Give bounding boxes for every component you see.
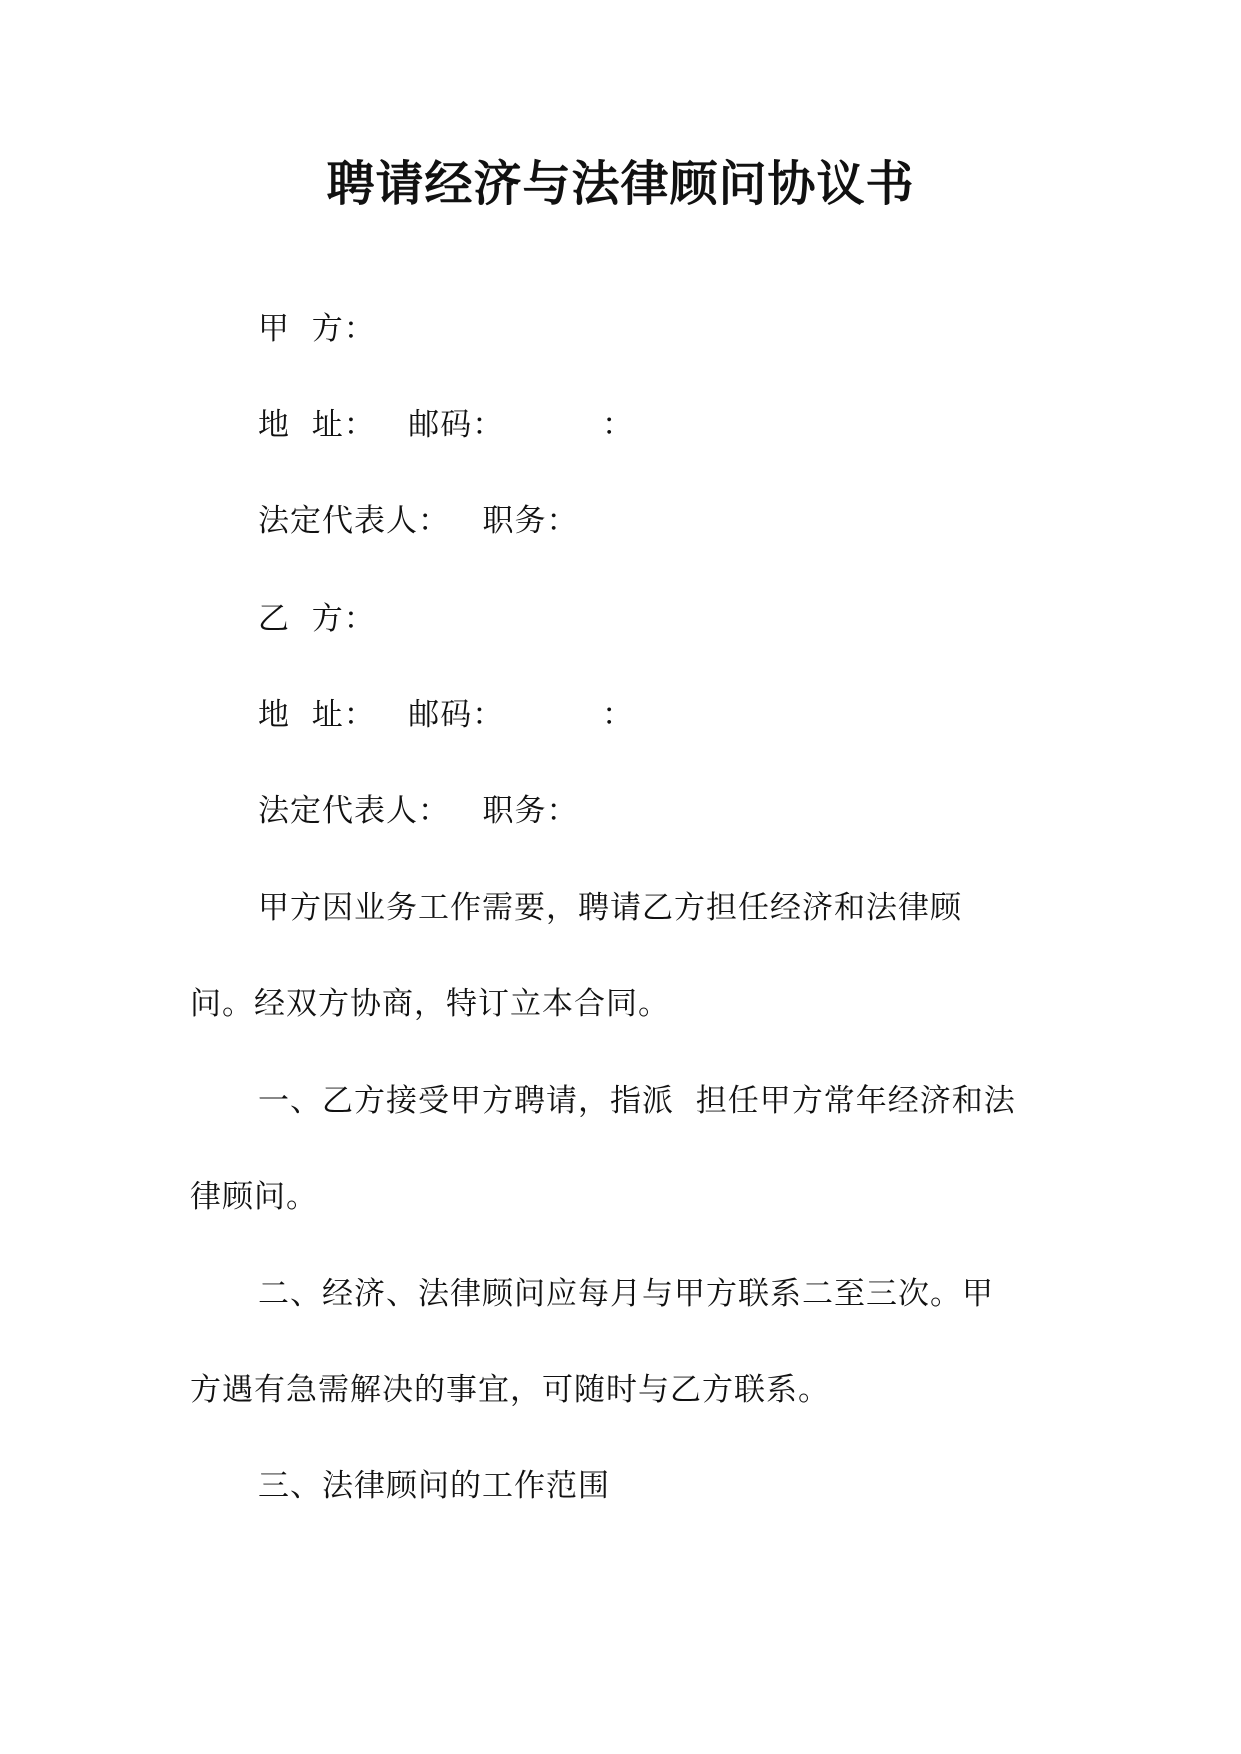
clause-2-line-2: 方遇有急需解决的事宜，可随时与乙方联系。 (190, 1372, 830, 1408)
intro-paragraph-line-2: 问。经双方协商，特订立本合同。 (190, 986, 670, 1022)
intro-paragraph-line-1: 甲方因业务工作需要，聘请乙方担任经济和法律顾 (258, 890, 962, 926)
clause-3-heading: 三、法律顾问的工作范围 (258, 1468, 610, 1504)
clause-2-line-1: 二、经济、法律顾问应每月与甲方联系二至三次。甲 (258, 1276, 994, 1312)
party-a-representative-line: 法定代表人： 职务： (258, 503, 579, 539)
party-b-address-line: 地 址： 邮码： ： (258, 697, 634, 733)
party-a-address-line: 地 址： 邮码： ： (258, 407, 634, 443)
clause-1-line-2: 律顾问。 (190, 1179, 318, 1215)
clause-1-line-1: 一、乙方接受甲方聘请，指派 担任甲方常年经济和法 (258, 1083, 1016, 1119)
party-b-representative-line: 法定代表人： 职务： (258, 793, 579, 829)
party-b-name-line: 乙 方： (258, 601, 376, 637)
party-a-name-line: 甲 方： (258, 311, 376, 347)
document-title: 聘请经济与法律顾问协议书 (326, 156, 915, 212)
